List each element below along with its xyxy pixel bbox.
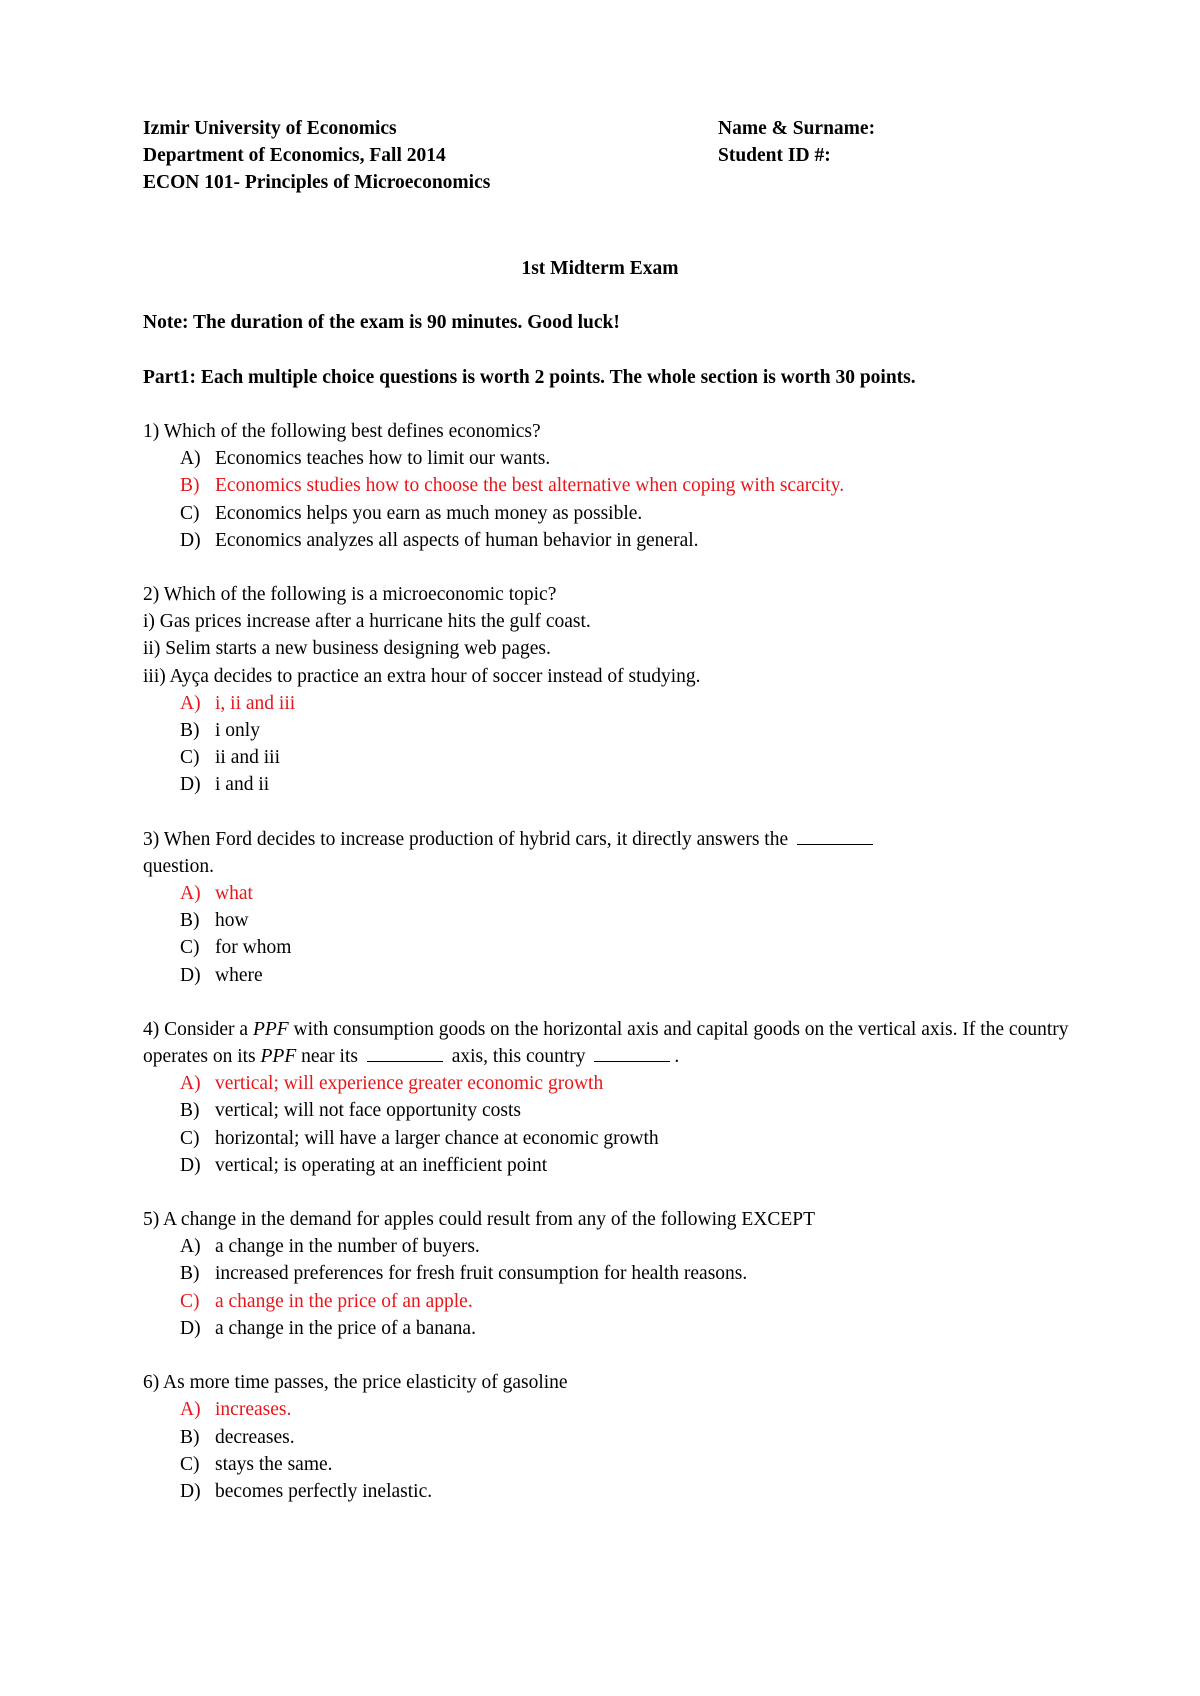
option-letter: A) <box>180 448 201 470</box>
option-c <box>143 934 1083 961</box>
option-letter: B) <box>180 1100 200 1122</box>
name-surname-label: Name & Surname: <box>718 118 876 139</box>
option-letter: C) <box>180 1453 200 1475</box>
option-d <box>143 962 1083 989</box>
option-letter: A) <box>180 1073 201 1095</box>
option-c <box>143 1451 1083 1478</box>
option-text: i, ii and iii <box>215 692 296 714</box>
question-text <box>143 826 1083 880</box>
option-list <box>143 1070 1083 1179</box>
option-a <box>143 1070 1083 1097</box>
option-a <box>143 690 1083 717</box>
option-b <box>143 1424 1083 1451</box>
question-text-part: . <box>674 1046 680 1068</box>
option-b <box>143 907 1083 934</box>
university-name: Izmir University of Economics <box>143 118 397 139</box>
option-d <box>143 527 1083 554</box>
option-list <box>143 1233 1083 1342</box>
option-text: what <box>215 883 253 905</box>
option-b <box>143 1097 1083 1124</box>
option-b <box>143 472 1083 499</box>
question-text <box>143 1016 1083 1070</box>
question-text: 1) Which of the following best defines economics? <box>143 421 541 442</box>
option-c <box>143 500 1083 527</box>
option-text: a change in the number of buyers. <box>215 1236 480 1258</box>
option-a <box>143 880 1083 907</box>
option-d <box>143 1152 1083 1179</box>
option-c <box>143 1288 1083 1315</box>
option-text: i only <box>215 720 260 742</box>
department-name: Department of Economics, Fall 2014 <box>143 145 446 166</box>
option-list <box>143 880 1083 989</box>
question-list <box>143 418 1083 1532</box>
option-letter: C) <box>180 747 200 769</box>
option-letter: B) <box>180 475 200 497</box>
question-6 <box>143 1369 1083 1505</box>
option-letter: D) <box>180 1480 201 1502</box>
option-text: increased preferences for fresh fruit consumption for health reasons. <box>215 1263 748 1285</box>
question-text: 6) As more time passes, the price elasticity of gasoline <box>143 1372 568 1394</box>
exam-title: 1st Midterm Exam <box>521 258 679 279</box>
question-4 <box>143 1016 1083 1179</box>
option-list <box>143 1396 1083 1505</box>
option-text: a change in the price of a banana. <box>215 1317 476 1339</box>
part-instructions: Part1: Each multiple choice questions is worth 2 points. The whole section is worth 30 points. <box>143 367 916 388</box>
option-letter: C) <box>180 502 200 524</box>
question-2 <box>143 581 1083 799</box>
option-text: a change in the price of an apple. <box>215 1290 473 1312</box>
option-c <box>143 744 1083 771</box>
question-text-part: with consumption goods on the horizontal axis and capital goods on the vertical axis. If the country operates on its <box>143 1018 1069 1068</box>
question-text-part: near its <box>296 1046 363 1068</box>
question-5 <box>143 1206 1083 1342</box>
question-subitem: iii) Ayça decides to practice an extra hour of soccer instead of studying. <box>143 665 701 687</box>
option-text: Economics studies how to choose the best alternative when coping with scarcity. <box>215 475 845 497</box>
option-letter: A) <box>180 1399 201 1421</box>
course-name: ECON 101- Principles of Microeconomics <box>143 172 491 193</box>
option-d <box>143 1478 1083 1505</box>
option-letter: D) <box>180 774 201 796</box>
option-text: how <box>215 910 249 932</box>
option-letter: C) <box>180 937 200 959</box>
option-letter: C) <box>180 1127 200 1149</box>
option-text: for whom <box>215 937 292 959</box>
student-id-label: Student ID #: <box>718 145 831 166</box>
option-list <box>143 445 1083 554</box>
question-text-part: 3) When Ford decides to increase production of hybrid cars, it directly answers the <box>143 828 793 850</box>
option-letter: D) <box>180 1154 201 1176</box>
option-text: vertical; will not face opportunity costs <box>215 1100 521 1122</box>
exam-note: Note: The duration of the exam is 90 minutes. Good luck! <box>143 312 620 333</box>
option-list <box>143 690 1083 799</box>
option-letter: B) <box>180 910 200 932</box>
answer-blank <box>367 1043 443 1062</box>
option-text: vertical; will experience greater economic growth <box>215 1073 604 1095</box>
question-text: 2) Which of the following is a microeconomic topic? <box>143 584 557 606</box>
answer-blank <box>797 826 873 845</box>
option-text: horizontal; will have a larger chance at economic growth <box>215 1127 659 1149</box>
option-text: increases. <box>215 1399 292 1421</box>
option-letter: B) <box>180 720 200 742</box>
question-3 <box>143 826 1083 989</box>
option-letter: D) <box>180 529 201 551</box>
header-student-block <box>718 115 1058 169</box>
option-text: vertical; is operating at an inefficient point <box>215 1154 548 1176</box>
option-letter: B) <box>180 1263 200 1285</box>
option-text: Economics analyzes all aspects of human behavior in general. <box>215 529 699 551</box>
option-text: Economics teaches how to limit our wants. <box>215 448 551 470</box>
option-text: where <box>215 964 263 986</box>
option-d <box>143 1315 1083 1342</box>
option-a <box>143 445 1083 472</box>
header-institution-block <box>143 115 703 196</box>
option-letter: A) <box>180 1236 201 1258</box>
option-d <box>143 771 1083 798</box>
option-letter: D) <box>180 1317 201 1339</box>
option-text: ii and iii <box>215 747 280 769</box>
option-a <box>143 1396 1083 1423</box>
option-a <box>143 1233 1083 1260</box>
question-term-ppf: PPF <box>252 1018 289 1040</box>
question-text: 5) A change in the demand for apples could result from any of the following EXCEPT <box>143 1209 816 1231</box>
question-term-ppf: PPF <box>260 1046 297 1068</box>
option-letter: A) <box>180 692 201 714</box>
option-letter: B) <box>180 1426 200 1448</box>
option-text: i and ii <box>215 774 270 796</box>
question-1 <box>143 418 1083 554</box>
option-b <box>143 717 1083 744</box>
question-subitem: ii) Selim starts a new business designing web pages. <box>143 638 551 660</box>
question-text-part: question. <box>143 855 214 877</box>
question-text-part: axis, this country <box>446 1046 591 1068</box>
question-subitem: i) Gas prices increase after a hurricane hits the gulf coast. <box>143 611 591 633</box>
answer-blank <box>594 1043 670 1062</box>
option-text: decreases. <box>215 1426 295 1448</box>
question-text-part: 4) Consider a <box>143 1018 253 1040</box>
option-letter: C) <box>180 1290 200 1312</box>
option-text: becomes perfectly inelastic. <box>215 1480 433 1502</box>
option-c <box>143 1125 1083 1152</box>
option-text: stays the same. <box>215 1453 333 1475</box>
option-b <box>143 1260 1083 1287</box>
option-letter: A) <box>180 883 201 905</box>
option-letter: D) <box>180 964 201 986</box>
option-text: Economics helps you earn as much money as possible. <box>215 502 643 524</box>
